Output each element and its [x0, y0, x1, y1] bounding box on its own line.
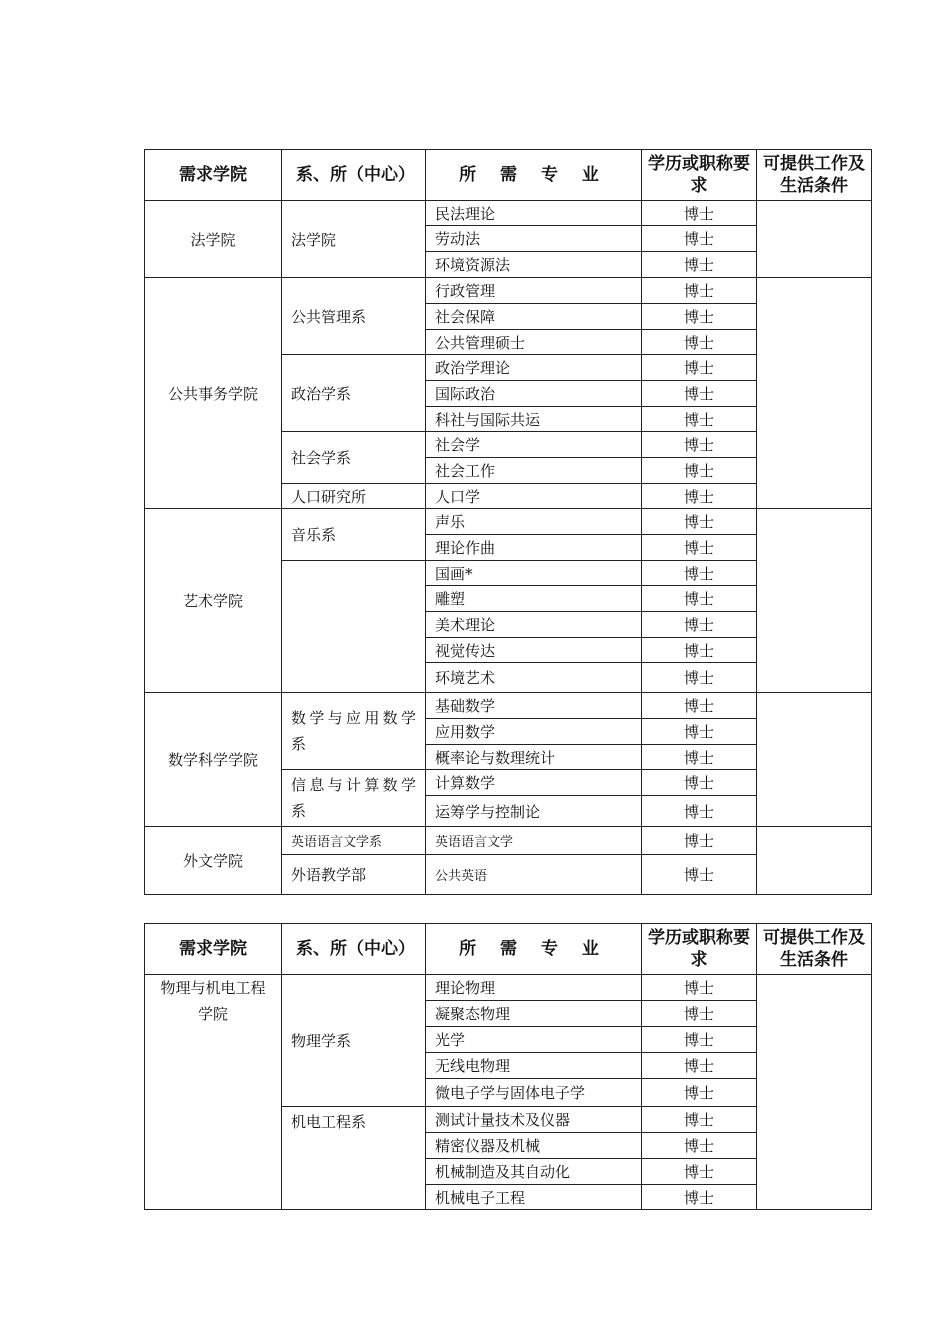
degree-cell: 博士: [642, 1027, 757, 1053]
major-cell: 视觉传达: [426, 638, 642, 663]
major-cell: 国画*: [426, 561, 642, 586]
degree-cell: 博士: [642, 201, 757, 226]
major-cell: 人口学: [426, 484, 642, 509]
degree-cell: 博士: [642, 827, 757, 855]
header-conditions: 可提供工作及生活条件: [757, 150, 872, 201]
conditions-cell: [757, 693, 872, 827]
degree-cell: 博士: [642, 1107, 757, 1133]
degree-cell: 博士: [642, 226, 757, 252]
conditions-cell: [757, 509, 872, 693]
degree-cell: 博士: [642, 1185, 757, 1210]
major-cell: 概率论与数理统计: [426, 745, 642, 770]
conditions-cell: [757, 201, 872, 278]
degree-cell: 博士: [642, 355, 757, 381]
header-major: 所 需 专 业: [426, 924, 642, 975]
header-department: 系、所（中心）: [282, 150, 426, 201]
degree-cell: 博士: [642, 975, 757, 1001]
major-cell: 科社与国际共运: [426, 407, 642, 432]
header-row: [145, 150, 872, 201]
major-cell: 环境艺术: [426, 663, 642, 693]
major-cell: 声乐: [426, 509, 642, 535]
major-cell: 光学: [426, 1027, 642, 1053]
department-cell: 法学院: [282, 201, 426, 278]
table-row: [145, 509, 872, 535]
degree-cell: 博士: [642, 638, 757, 663]
major-cell: 社会学: [426, 432, 642, 458]
major-cell: 美术理论: [426, 612, 642, 638]
degree-cell: 博士: [642, 1079, 757, 1107]
degree-cell: 博士: [642, 278, 757, 304]
degree-cell: 博士: [642, 458, 757, 484]
recruitment-table-1: [144, 149, 872, 895]
degree-cell: 博士: [642, 693, 757, 719]
major-cell: 公共英语: [426, 855, 642, 895]
header-department: 系、所（中心）: [282, 924, 426, 975]
major-cell: 行政管理: [426, 278, 642, 304]
conditions-cell: [757, 278, 872, 509]
college-cell: 法学院: [145, 201, 282, 278]
major-cell: 计算数学: [426, 770, 642, 796]
major-cell: 理论物理: [426, 975, 642, 1001]
header-college: 需求学院: [145, 924, 282, 975]
department-cell: 人口研究所: [282, 484, 426, 509]
department-cell: 政治学系: [282, 355, 426, 432]
department-cell: 英语语言文学系: [282, 827, 426, 855]
college-cell: 物理与机电工程学院: [145, 975, 282, 1210]
conditions-cell: [757, 975, 872, 1210]
degree-cell: 博士: [642, 1159, 757, 1185]
department-cell: 外语教学部: [282, 855, 426, 895]
major-cell: 理论作曲: [426, 535, 642, 561]
department-cell: 音乐系: [282, 509, 426, 561]
degree-cell: 博士: [642, 304, 757, 330]
college-cell: 公共事务学院: [145, 278, 282, 509]
degree-cell: 博士: [642, 561, 757, 586]
major-cell: 环境资源法: [426, 252, 642, 278]
department-cell-empty: [282, 561, 426, 693]
degree-cell: 博士: [642, 330, 757, 355]
table-row: [145, 278, 872, 304]
department-cell: 数学与应用数学系: [282, 693, 426, 770]
major-cell: 公共管理硕士: [426, 330, 642, 355]
degree-cell: 博士: [642, 407, 757, 432]
college-cell: 艺术学院: [145, 509, 282, 693]
major-cell: 劳动法: [426, 226, 642, 252]
major-cell: 应用数学: [426, 719, 642, 745]
major-cell: 运筹学与控制论: [426, 796, 642, 827]
table-row: [145, 827, 872, 855]
degree-cell: 博士: [642, 612, 757, 638]
major-cell: 社会工作: [426, 458, 642, 484]
header-college: 需求学院: [145, 150, 282, 201]
department-cell: 机电工程系: [282, 1107, 426, 1210]
table-row: [145, 201, 872, 226]
major-cell: 基础数学: [426, 693, 642, 719]
major-cell: 微电子学与固体电子学: [426, 1079, 642, 1107]
degree-cell: 博士: [642, 586, 757, 612]
major-cell: 凝聚态物理: [426, 1001, 642, 1027]
college-cell: 外文学院: [145, 827, 282, 895]
degree-cell: 博士: [642, 745, 757, 770]
degree-cell: 博士: [642, 1001, 757, 1027]
header-major: 所 需 专 业: [426, 150, 642, 201]
degree-cell: 博士: [642, 796, 757, 827]
header-conditions: 可提供工作及生活条件: [757, 924, 872, 975]
degree-cell: 博士: [642, 432, 757, 458]
major-cell: 社会保障: [426, 304, 642, 330]
department-cell: 社会学系: [282, 432, 426, 484]
recruitment-table-2: [144, 923, 872, 1210]
degree-cell: 博士: [642, 1133, 757, 1159]
degree-cell: 博士: [642, 855, 757, 895]
degree-cell: 博士: [642, 252, 757, 278]
major-cell: 雕塑: [426, 586, 642, 612]
degree-cell: 博士: [642, 381, 757, 407]
degree-cell: 博士: [642, 719, 757, 745]
department-cell: 物理学系: [282, 975, 426, 1107]
major-cell: 政治学理论: [426, 355, 642, 381]
header-degree: 学历或职称要求: [642, 924, 757, 975]
department-cell: 信息与计算数学系: [282, 770, 426, 827]
major-cell: 国际政治: [426, 381, 642, 407]
header-row: [145, 924, 872, 975]
major-cell: 机械电子工程: [426, 1185, 642, 1210]
degree-cell: 博士: [642, 770, 757, 796]
conditions-cell: [757, 827, 872, 895]
degree-cell: 博士: [642, 535, 757, 561]
degree-cell: 博士: [642, 663, 757, 693]
table-row: [145, 693, 872, 719]
major-cell: 测试计量技术及仪器: [426, 1107, 642, 1133]
major-cell: 英语语言文学: [426, 827, 642, 855]
table-row: [145, 975, 872, 1001]
header-degree: 学历或职称要求: [642, 150, 757, 201]
degree-cell: 博士: [642, 509, 757, 535]
department-cell: 公共管理系: [282, 278, 426, 355]
major-cell: 精密仪器及机械: [426, 1133, 642, 1159]
college-cell: 数学科学学院: [145, 693, 282, 827]
major-cell: 机械制造及其自动化: [426, 1159, 642, 1185]
degree-cell: 博士: [642, 484, 757, 509]
major-cell: 无线电物理: [426, 1053, 642, 1079]
degree-cell: 博士: [642, 1053, 757, 1079]
major-cell: 民法理论: [426, 201, 642, 226]
